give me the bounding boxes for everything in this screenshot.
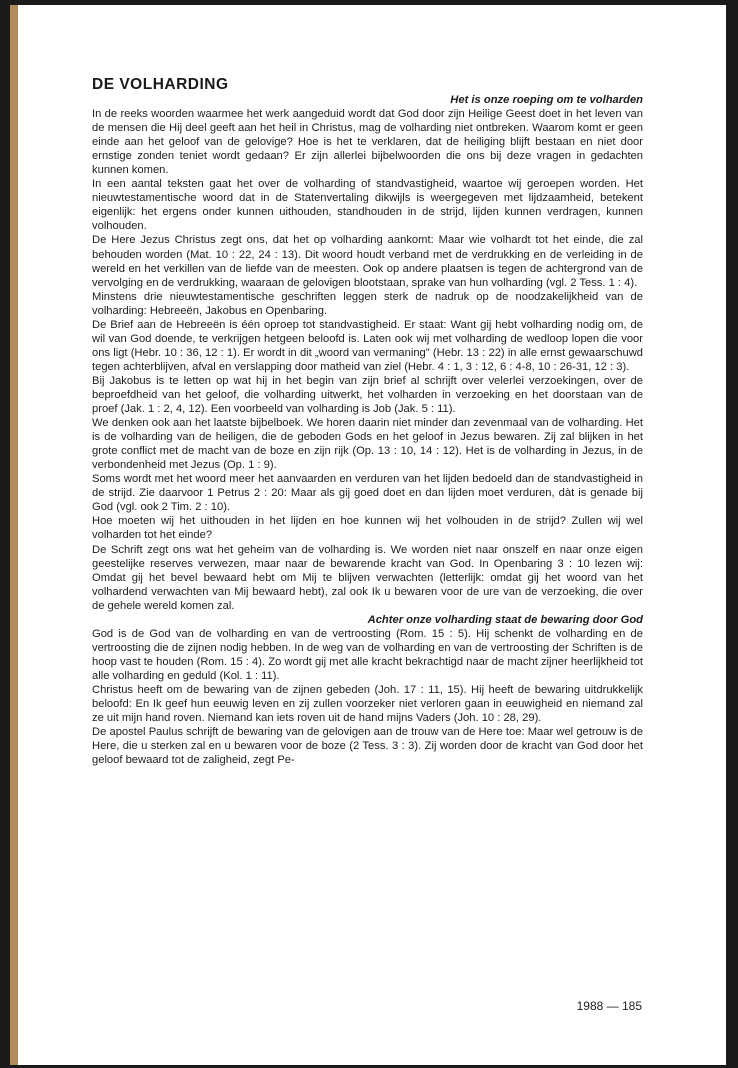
paragraph: Soms wordt met het woord meer het aanvaarden en verduren van het lijden bedoeld dan de standvastigheid in de strijd. Zie daarvoor 1 Petrus 2 : 20: Maar als gij goed doet en dan lijden moet verduren, dàt is genade bij God (vgl. ook 2 Tim. 2 : 10). — [92, 473, 643, 514]
paragraph: In een aantal teksten gaat het over de volharding of standvastigheid, waartoe wij geroepen worden. Het nieuwtestamentische woord dat in de Statenvertaling dikwijls is weergegeven met lijdzaamheid, betekent eigenlijk: het ergens onder kunnen uithouden, standhouden in de strijd, lijden kunnen verdragen, kunnen volhouden. — [92, 178, 643, 233]
subheading-bewaring: Achter onze volharding staat de bewaring door God — [367, 613, 643, 626]
paragraph: Bij Jakobus is te letten op wat hij in het begin van zijn brief al schrijft over velerlei verzoekingen, over de beproefdheid van het geloof, die volharding uitwerkt, het volharden in verzoeking en het doorstaan van de proef (Jak. 1 : 2, 4, 12). Een voorbeeld van volharding is Job (Jak. 5 : 11). — [92, 374, 643, 416]
subheading-roeping: Het is onze roeping om te volharden — [450, 94, 643, 106]
paragraph: De Brief aan de Hebreeën is één oproep tot standvastigheid. Er staat: Want gij hebt volharding nodig om, de wil van God doende, te verkrijgen hetgeen beloofd is. Laten ook wij met volharding de wedloop lopen die voor ons ligt (Hebr. 10 : 36, 12 : 1). Er wordt in dit „woord van vermaning" (Hebr. 13 : 22) in alle ernst gewaarschuwd tegen achterblijven, afval en verslapping door matheid van ziel (Hebr. 4 : 1, 3 : 12, 6 : 4-8, 10 : 26-31, 12 : 3). — [92, 318, 643, 373]
paragraph: We denken ook aan het laatste bijbelboek. We horen daarin niet minder dan zevenmaal van de volharding. Het is de volharding van de heiligen, die de geboden Gods en het geloof in Jezus bewaren. Zij zal blijken in het grote conflict met de macht van de boze en zijn rijk (Op. 13 : 10, 14 : 12). Het is de volharding in Jezus, in de verbondenheid met Jezus (Op. 1 : 9). — [92, 417, 643, 472]
scan-border-right — [726, 0, 738, 1068]
article-body — [92, 93, 643, 767]
paragraph: De apostel Paulus schrijft de bewaring van de gelovigen aan de trouw van de Here toe: Maar wel getrouw is de Here, die u sterken zal en u bewaren voor de boze (2 Tess. 3 : 3). Zij worden door de kracht van God door het geloof bewaard tot de zaligheid, zegt Pe- — [92, 726, 643, 767]
page-number: 1988 — 185 — [576, 999, 642, 1013]
paragraph: Christus heeft om de bewaring van de zijnen gebeden (Joh. 17 : 11, 15). Hij heeft de bewaring uitdrukkelijk beloofd: En Ik geef hun eeuwig leven en zij zullen voorzeker niet verloren gaan in eeuwigheid en niemand zal ze uit mijn hand roven. Niemand kan iets roven uit de hand mijns Vaders (Joh. 10 : 28, 29). — [92, 683, 643, 725]
paragraph: De Here Jezus Christus zegt ons, dat het op volharding aankomt: Maar wie volhardt tot het einde, die zal behouden worden (Mat. 10 : 22, 24 : 13). Dit woord houdt verband met de verdrukking en de verleiding in de wereld en het verkillen van de liefde van de meesten. Ook op andere plaatsen is tegen de achtergrond van de vervolging en de verdrukking, waaraan de gelovigen blootstaan, sprake van hun volharding (vgl. 2 Tess. 1 : 4). — [92, 234, 643, 289]
paragraph: Hoe moeten wij het uithouden in het lijden en hoe kunnen wij het volhouden in de strijd? Zullen wij wel volharden tot het einde? — [92, 515, 643, 542]
binding-strip — [10, 5, 18, 1068]
paragraph: In de reeks woorden waarmee het werk aangeduid wordt dat God door zijn Heilige Geest doet in het leven van de mensen die Hij deel geeft aan het heil in Christus, mag de volharding niet ontbreken. Waarom komt er geen einde aan het geloof van de gelovige? Hoe is het te verklaren, dat de heiliging blijft bestaan en niet door ernstige zonden teniet wordt gedaan? Er zijn allerlei bijbelwoorden die ons bij deze vragen in gedachten kunnen komen. — [92, 108, 643, 177]
paragraph: De Schrift zegt ons wat het geheim van de volharding is. We worden niet naar onszelf en naar onze eigen geestelijke reserves verwezen, maar naar de bewarende kracht van God. In Openbaring 3 : 10 lezen wij: Omdat gij het bevel bewaard hebt om Mij te blijven verwachten (letterlijk: omdat gij het woord van het volhardend verwachten van Mij bewaard hebt), zal ook Ik u bewaren voor de ure van de verzoeking, die over de gehele wereld komen zal. — [92, 543, 643, 612]
scan-border-left — [0, 0, 10, 1068]
paragraph: Minstens drie nieuwtestamentische geschriften leggen sterk de nadruk op de noodzakelijkheid van de volharding: Hebreeën, Jakobus en Openbaring. — [92, 290, 643, 317]
paragraph: God is de God van de volharding en van de vertroosting (Rom. 15 : 5). Hij schenkt de volharding en de vertroosting die de zijnen nodig hebben. In de weg van de volharding en van de vertroosting der Schriften is de hoop vast te houden (Rom. 15 : 4). Zo wordt gij met alle kracht bekrachtigd naar de macht zijner heerlijkheid tot alle volharding en geduld (Kol. 1 : 11). — [92, 627, 643, 682]
article-title: DE VOLHARDING — [92, 76, 229, 93]
scan-border-top — [0, 0, 738, 5]
